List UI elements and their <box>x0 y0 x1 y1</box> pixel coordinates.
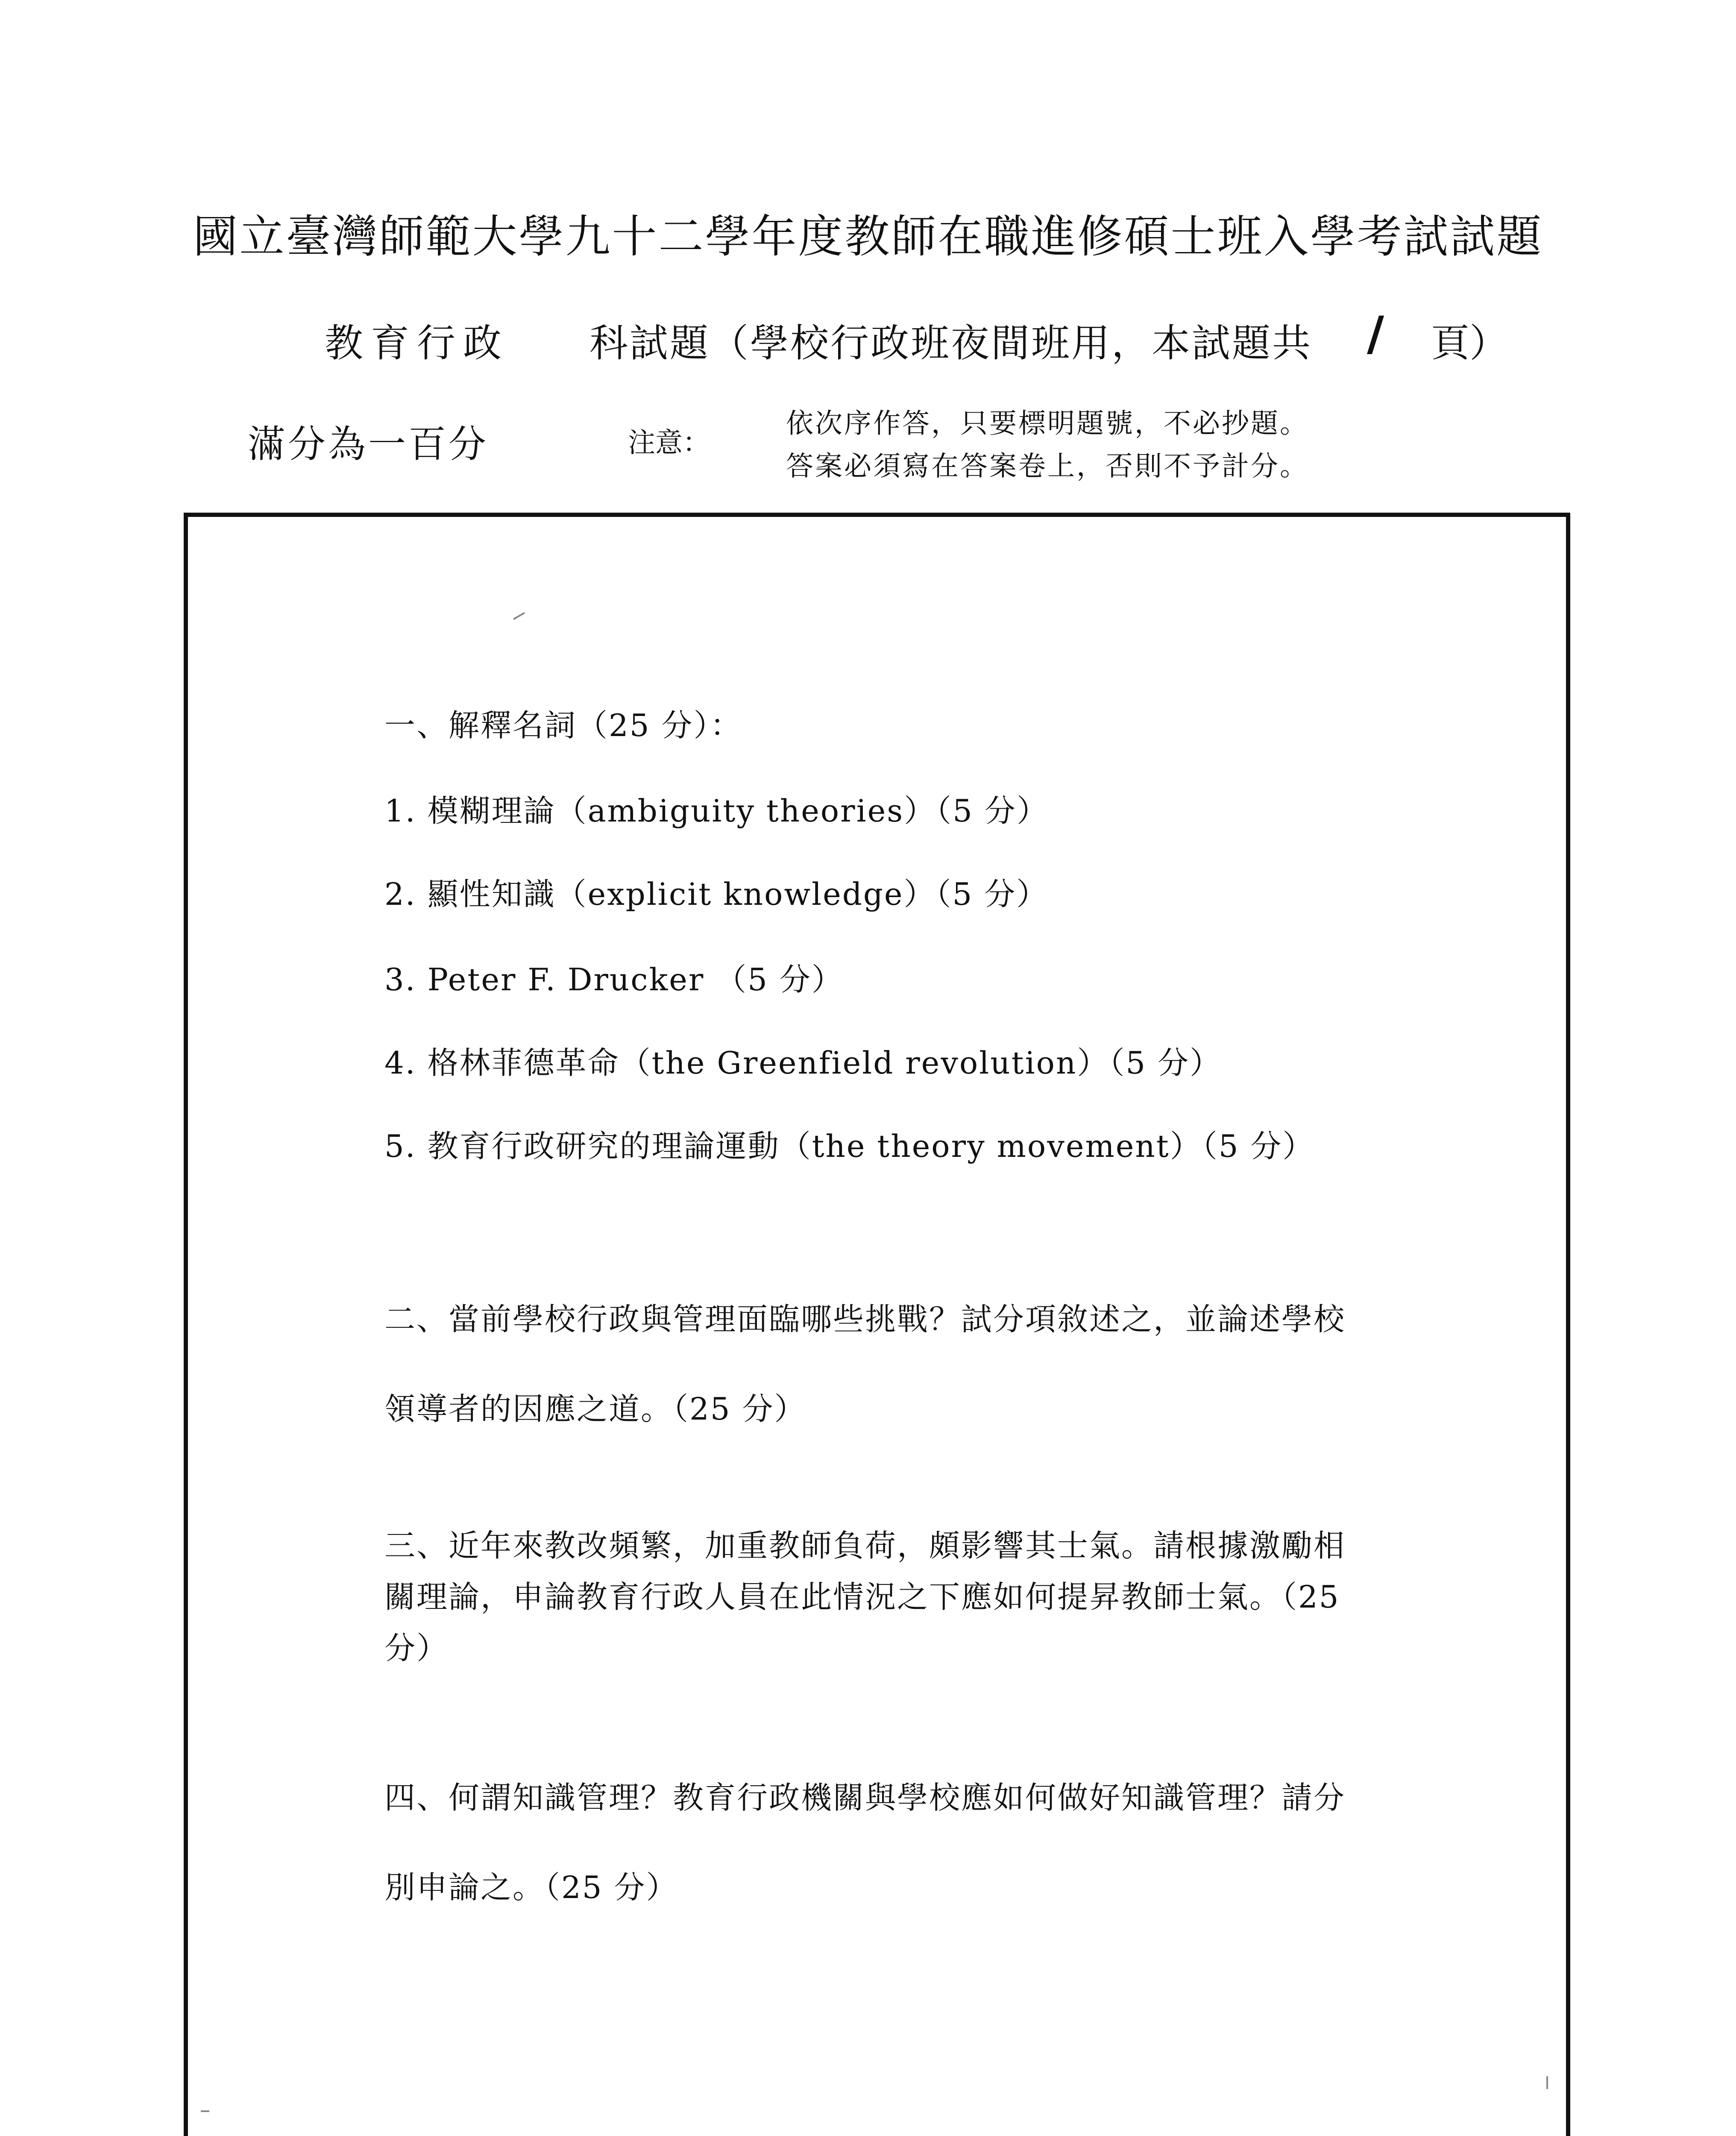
section-1-item-2: 2. 顯性知識（explicit knowledge）（5 分） <box>384 876 1049 912</box>
section-2-line-1: 二、當前學校行政與管理面臨哪些挑戰？試分項敘述之，並論述學校 <box>384 1301 1346 1337</box>
section-4-line-1: 四、何謂知識管理？教育行政機關與學校應如何做好知識管理？請分 <box>384 1780 1346 1816</box>
page-count-handwritten: / <box>1367 306 1384 361</box>
note-line-2: 答案必須寫在答案卷上，否則不予計分。 <box>786 451 1309 482</box>
note-label: 注意： <box>628 427 710 459</box>
note-line-1: 依次序作答，只要標明題號，不必抄題。 <box>786 408 1309 440</box>
section-1-item-5: 5. 教育行政研究的理論運動（the theory movement）（5 分） <box>384 1128 1315 1164</box>
section-2-line-2: 領導者的因應之道。（25 分） <box>384 1391 806 1427</box>
scan-speck <box>201 2110 209 2112</box>
section-1-item-1: 1. 模糊理論（ambiguity theories）（5 分） <box>384 793 1049 829</box>
section-1-item-4: 4. 格林菲德革命（the Greenfield revolution）（5 分） <box>384 1045 1222 1081</box>
exam-subject-detail: 科試題（學校行政班夜間班用，本試題共 <box>589 321 1312 366</box>
section-4-line-2: 別申論之。（25 分） <box>384 1869 678 1905</box>
section-3-line-2: 關理論，申論教育行政人員在此情況之下應如何提昇教師士氣。（25 <box>384 1579 1340 1615</box>
section-1-item-3: 3. Peter F. Drucker （5 分） <box>384 962 844 998</box>
exam-title: 國立臺灣師範大學九十二學年度教師在職進修碩士班入學考試試題 <box>193 211 1543 263</box>
section-3-line-3: 分） <box>384 1630 449 1666</box>
full-score-label: 滿分為一百分 <box>248 422 489 466</box>
exam-subject: 教育行政 <box>325 321 509 366</box>
section-3-line-1: 三、近年來教改頻繁，加重教師負荷，頗影響其士氣。請根據激勵相 <box>384 1528 1346 1564</box>
page-count-unit: 頁） <box>1431 321 1508 366</box>
scan-speck <box>1546 2076 1548 2089</box>
section-1-heading: 一、解釋名詞（25 分）： <box>384 707 742 743</box>
